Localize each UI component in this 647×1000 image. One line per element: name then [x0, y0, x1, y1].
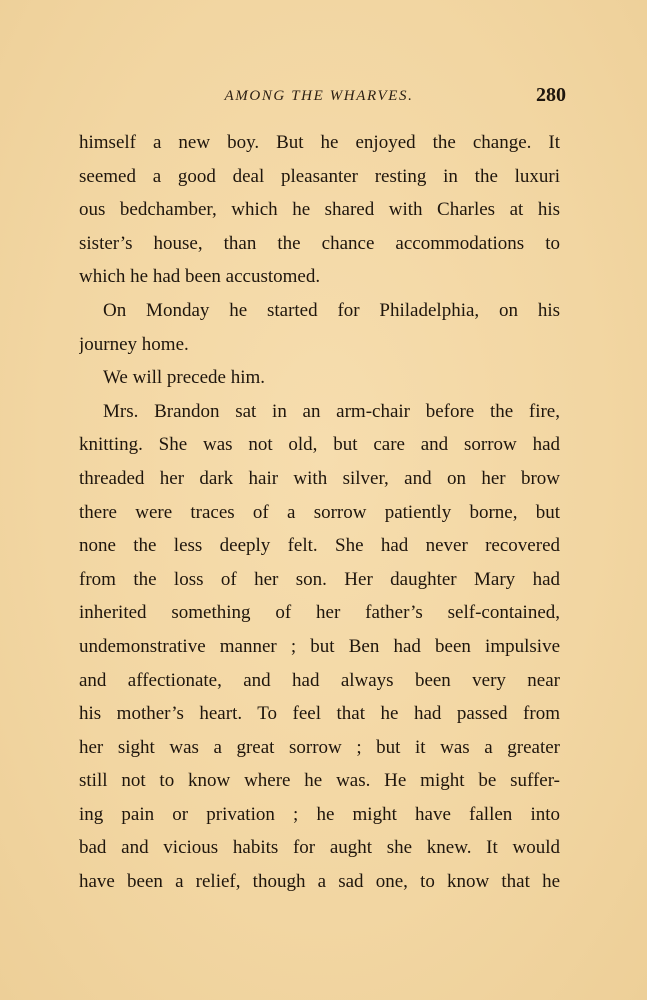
text-line: his mother’s heart. To feel that he had passed from [79, 703, 560, 725]
text-line: none the less deeply felt. She had never recovered [79, 535, 560, 557]
text-line: from the loss of her son. Her daughter Mary had [79, 568, 560, 590]
text-line: journey home. [79, 333, 189, 355]
text-line: bad and vicious habits for aught she knew. It would [79, 837, 560, 859]
text-line: We will precede him. [103, 367, 266, 389]
text-line: there were traces of a sorrow patiently borne, but [79, 501, 560, 523]
running-head [0, 84, 647, 108]
text-line: have been a relief, though a sad one, to know that he [79, 871, 560, 893]
text-line: sister’s house, than the chance accommodations to [79, 232, 560, 254]
page-number: 280 [536, 84, 566, 106]
text-line: still not to know where he was. He might be suffer- [79, 770, 560, 792]
running-title: AMONG THE WHARVES. [224, 88, 414, 104]
text-line: On Monday he started for Philadelphia, on his [103, 299, 560, 321]
text-line: himself a new boy. But he enjoyed the change. It [79, 132, 560, 153]
text-line: inherited something of her father’s self-contained, [79, 602, 560, 624]
text-line: Mrs. Brandon sat in an arm-chair before the fire, [103, 400, 560, 422]
text-line: knitting. She was not old, but care and sorrow had [79, 434, 560, 456]
text-line: ing pain or privation ; he might have fallen into [79, 803, 560, 825]
text-line: ous bedchamber, which he shared with Charles at his [79, 199, 560, 221]
text-line: and affectionate, and had always been very near [79, 669, 560, 691]
text-line: her sight was a great sorrow ; but it was a greater [79, 736, 560, 758]
text-line: which he had been accustomed. [79, 266, 321, 288]
text-line: threaded her dark hair with silver, and on her brow [79, 467, 560, 489]
body-text [79, 126, 560, 899]
text-line: seemed a good deal pleasanter resting in the luxuri [79, 165, 560, 187]
text-line: undemonstrative manner ; but Ben had been impulsive [79, 635, 560, 657]
